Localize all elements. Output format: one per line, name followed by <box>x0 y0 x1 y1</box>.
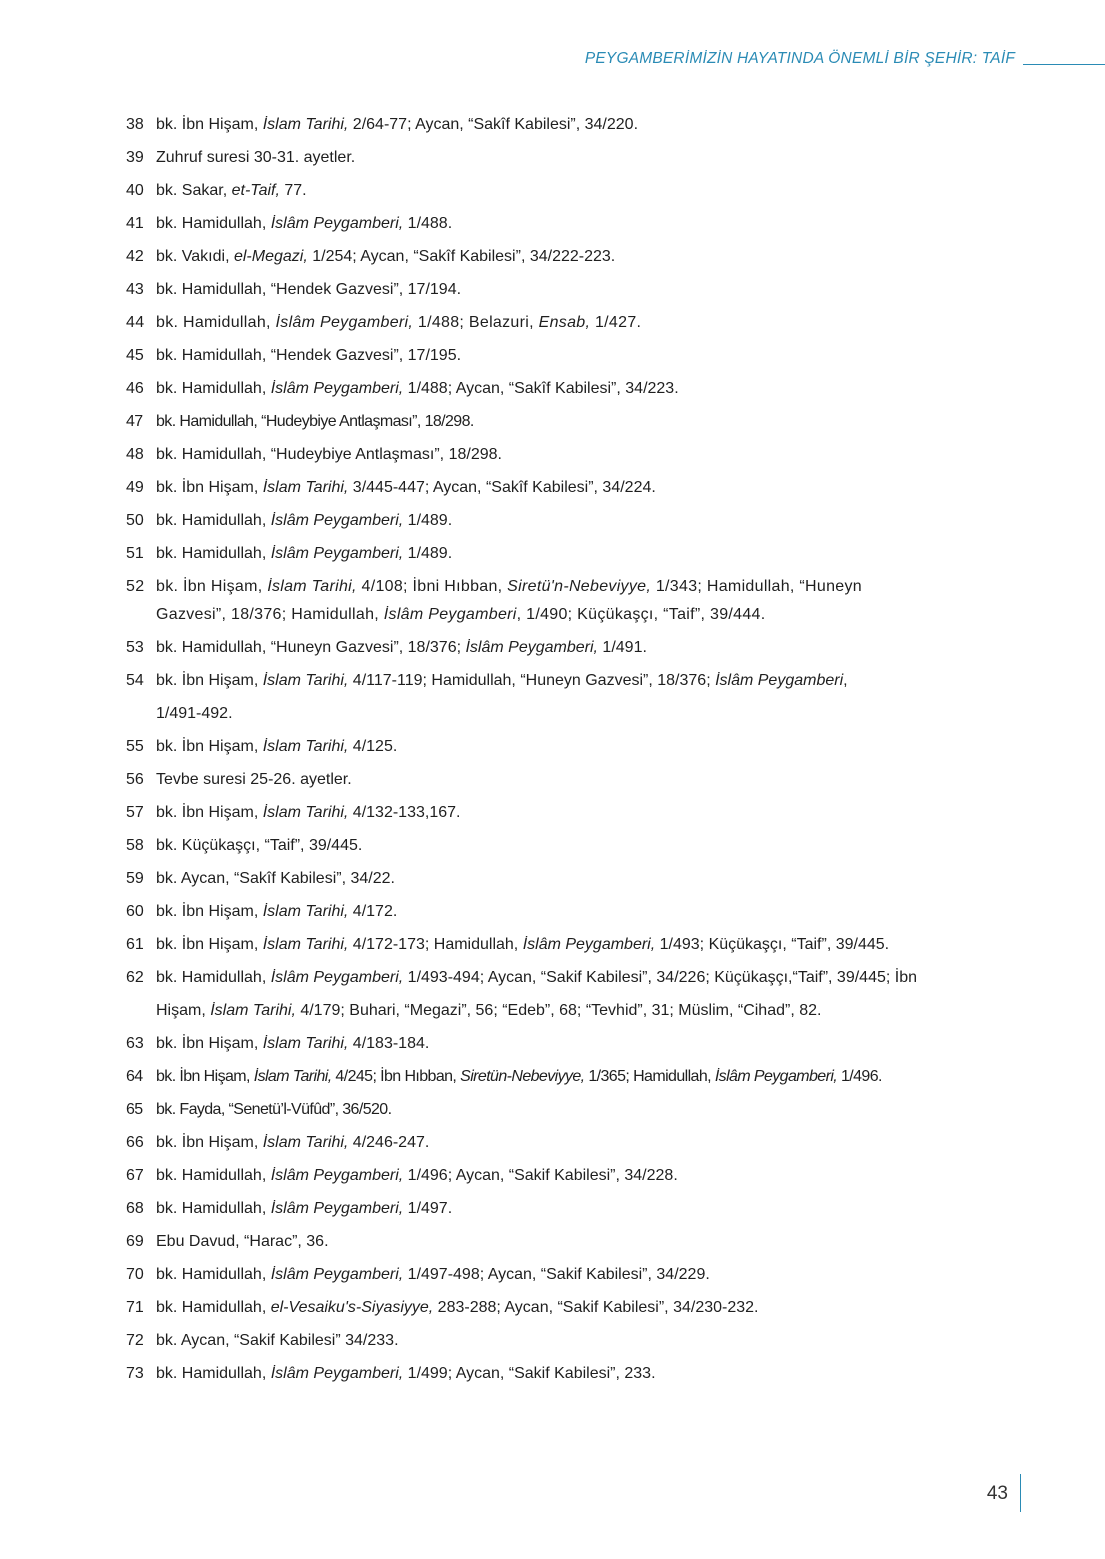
endnote-text <box>156 1027 1026 1060</box>
citation-text: 77. <box>279 182 307 199</box>
work-title: Siretün-Nebeviyye, <box>460 1068 585 1085</box>
citation-text: bk. Hamidullah, <box>156 512 271 529</box>
work-title: İslâm Peygamberi, <box>465 639 598 656</box>
work-title: İslâm Peygamberi, <box>270 969 404 986</box>
footer-rule <box>1020 1474 1021 1512</box>
endnote-text <box>156 1324 1026 1357</box>
citation-text: bk. İbn Hişam, <box>156 1035 263 1052</box>
citation-text: 1/488; Belazuri, <box>413 314 539 331</box>
endnote <box>126 339 1026 372</box>
page-footer <box>987 1474 1021 1512</box>
work-title: Siretü'n-Nebeviyye, <box>507 578 652 595</box>
endnote-text <box>156 438 1026 471</box>
citation-text: bk. Hamidullah, “Hudeybiye Antlaşması”, 18/298. <box>156 446 502 463</box>
citation-text: bk. Hamidullah, <box>156 545 271 562</box>
work-title: Ensab, <box>538 314 591 331</box>
endnote-number: 39 <box>126 149 144 166</box>
citation-text: bk. Hamidullah, <box>156 314 276 331</box>
endnote-text <box>156 763 1026 796</box>
work-title: İslâm Peygamberi, <box>275 314 414 331</box>
citation-text: 1/365; Hamidullah, <box>584 1068 715 1085</box>
endnote-number: 67 <box>126 1167 144 1184</box>
endnote-text <box>156 141 1026 174</box>
endnote-number: 42 <box>126 248 144 265</box>
citation-text: , <box>843 672 848 689</box>
citation-text: bk. İbn Hişam, <box>156 1134 263 1151</box>
endnote-number: 68 <box>126 1200 144 1217</box>
citation-text: bk. İbn Hişam, <box>156 804 263 821</box>
endnote-text <box>156 994 1026 1027</box>
citation-text: 1/493; Küçükaşçı, “Taif”, 39/445. <box>655 936 890 953</box>
endnote-text <box>156 631 1026 664</box>
endnote <box>126 829 1026 862</box>
work-title: İslâm Peygamberi, <box>270 215 404 232</box>
endnote-text <box>156 1093 1026 1126</box>
endnote-number: 53 <box>126 639 144 656</box>
endnote-number: 54 <box>126 672 144 689</box>
endnote <box>126 1225 1026 1258</box>
endnote-number: 45 <box>126 347 144 364</box>
citation-text: 283-288; Aycan, “Sakif Kabilesi”, 34/230-232. <box>433 1299 759 1316</box>
citation-text: Gazvesi”, 18/376; Hamidullah, <box>156 606 384 623</box>
running-header <box>585 44 1105 68</box>
citation-text: 3/445-447; Aycan, “Sakîf Kabilesi”, 34/224. <box>348 479 656 496</box>
endnote-text <box>156 862 1026 895</box>
endnote <box>126 1159 1026 1192</box>
citation-text: 2/64-77; Aycan, “Sakîf Kabilesi”, 34/220. <box>348 116 639 133</box>
endnote-text <box>156 174 1026 207</box>
citation-text: 4/125. <box>348 738 398 755</box>
work-title: İslâm Peygamberi <box>383 606 517 623</box>
endnote <box>126 1093 1026 1126</box>
citation-text: bk. Sakar, <box>156 182 232 199</box>
endnote-text <box>156 1258 1026 1291</box>
endnote-number: 55 <box>126 738 144 755</box>
page-number: 43 <box>986 1483 1008 1504</box>
endnote <box>126 1357 1026 1390</box>
work-title: İslâm Peygamberi <box>715 672 844 689</box>
endnote <box>126 961 1026 994</box>
citation-text: 1/493-494; Aycan, “Sakif Kabilesi”, 34/226; Küçükaşçı,“Taif”, 39/445; İbn <box>403 969 917 986</box>
citation-text: 1/499; Aycan, “Sakif Kabilesi”, 233. <box>403 1365 656 1382</box>
work-title: İslam Tarihi, <box>262 672 349 689</box>
work-title: et-Taif, <box>231 182 280 199</box>
endnote-text <box>156 306 1026 339</box>
citation-text: 1/497. <box>403 1200 453 1217</box>
endnote <box>126 575 1026 598</box>
endnote-number: 70 <box>126 1266 144 1283</box>
endnote <box>126 862 1026 895</box>
citation-text: bk. Hamidullah, <box>156 1200 271 1217</box>
citation-text: 1/491. <box>597 639 647 656</box>
endnote <box>126 537 1026 570</box>
endnote <box>126 174 1026 207</box>
endnote-text <box>156 537 1026 570</box>
work-title: İslâm Peygamberi, <box>714 1068 838 1085</box>
endnote-text <box>156 961 1026 994</box>
endnote-number <box>126 603 156 626</box>
endnote <box>126 108 1026 141</box>
endnote-text <box>156 405 1026 438</box>
endnote <box>126 796 1026 829</box>
citation-text: 1/491-492. <box>156 705 233 722</box>
citation-text: 1/489. <box>403 545 453 562</box>
endnote <box>126 1060 1026 1093</box>
endnote-text <box>156 796 1026 829</box>
work-title: İslâm Peygamberi, <box>270 1365 404 1382</box>
endnote-number: 56 <box>126 771 144 788</box>
citation-text: bk. Hamidullah, <box>156 1365 271 1382</box>
citation-text: bk. Hamidullah, <box>156 380 271 397</box>
endnote <box>126 1324 1026 1357</box>
endnote-text <box>156 1357 1026 1390</box>
citation-text: 1/427. <box>590 314 642 331</box>
citation-text: bk. İbn Hişam, <box>156 479 263 496</box>
endnote <box>126 730 1026 763</box>
endnote-text <box>156 1192 1026 1225</box>
endnote-number: 71 <box>126 1299 144 1316</box>
citation-text: bk. İbn Hişam, <box>156 738 263 755</box>
citation-text: 1/488. <box>403 215 453 232</box>
header-rule <box>1023 64 1105 65</box>
work-title: İslam Tarihi, <box>262 738 349 755</box>
endnote <box>126 1258 1026 1291</box>
endnote-number: 46 <box>126 380 144 397</box>
endnote-text <box>156 1126 1026 1159</box>
work-title: İslam Tarihi, <box>262 1134 349 1151</box>
citation-text: bk. Aycan, “Sakîf Kabilesi”, 34/22. <box>156 870 395 887</box>
citation-text: bk. Hamidullah, <box>156 1299 271 1316</box>
endnote-number: 44 <box>126 314 145 331</box>
endnote-text <box>156 108 1026 141</box>
citation-text: bk. Vakıdi, <box>156 248 234 265</box>
citation-text: bk. Hamidullah, “Hendek Gazvesi”, 17/195. <box>156 347 462 364</box>
citation-text: bk. Hamidullah, “Huneyn Gazvesi”, 18/376; <box>156 639 466 656</box>
work-title: İslam Tarihi, <box>210 1002 296 1019</box>
endnote-text <box>156 697 1026 730</box>
endnote-number: 61 <box>126 936 144 953</box>
endnote <box>126 405 1026 438</box>
endnote <box>126 994 1026 1027</box>
endnote <box>126 1291 1026 1324</box>
endnote-text <box>156 730 1026 763</box>
endnote <box>126 504 1026 537</box>
citation-text: 1/254; Aycan, “Sakîf Kabilesi”, 34/222-223. <box>307 248 616 265</box>
endnote-text <box>156 829 1026 862</box>
endnote-text <box>156 273 1026 306</box>
citation-text: bk. Hamidullah, <box>156 1266 271 1283</box>
citation-text: bk. İbn Hişam, <box>156 578 268 595</box>
citation-text: bk. Hamidullah, <box>156 969 271 986</box>
endnote-number <box>126 697 156 730</box>
endnote-number: 48 <box>126 446 144 463</box>
endnote-text <box>156 372 1026 405</box>
endnote-number: 73 <box>126 1365 144 1382</box>
endnote-number: 43 <box>126 281 144 298</box>
citation-text: bk. İbn Hişam, <box>156 1068 254 1085</box>
work-title: İslam Tarihi, <box>262 804 349 821</box>
endnote <box>126 207 1026 240</box>
endnote-text <box>156 1159 1026 1192</box>
work-title: İslâm Peygamberi, <box>270 1167 404 1184</box>
header-title: PEYGAMBERİMİZİN HAYATINDA ÖNEMLİ BİR ŞEHİR: TAİF <box>584 50 1015 67</box>
endnote-number: 47 <box>126 413 143 430</box>
work-title: İslâm Peygamberi, <box>270 380 404 397</box>
endnote-number: 57 <box>126 804 144 821</box>
endnote-text <box>156 895 1026 928</box>
citation-text: 4/172. <box>348 903 398 920</box>
endnote <box>126 697 1026 730</box>
citation-text: 4/246-247. <box>348 1134 430 1151</box>
endnote-number <box>126 994 156 1027</box>
endnote-text <box>156 504 1026 537</box>
endnotes-list <box>126 108 1026 1390</box>
citation-text: bk. Hamidullah, “Hudeybiye Antlaşması”, 18/298. <box>156 413 474 430</box>
endnote-text <box>156 575 1026 598</box>
endnote <box>126 471 1026 504</box>
citation-text: 4/172-173; Hamidullah, <box>348 936 523 953</box>
citation-text: 4/245; İbn Hıbban, <box>331 1068 461 1085</box>
endnote-number: 60 <box>126 903 144 920</box>
endnote-text <box>156 603 1026 626</box>
citation-text: Zuhruf suresi 30-31. ayetler. <box>156 149 356 166</box>
citation-text: 4/108; İbni Hıbban, <box>356 578 508 595</box>
citation-text: bk. Fayda, “Senetü’l-Vüfûd”, 36/520. <box>156 1101 392 1118</box>
endnote-number: 64 <box>126 1068 143 1085</box>
citation-text: 1/489. <box>403 512 453 529</box>
endnote-text <box>156 240 1026 273</box>
citation-text: bk. Küçükaşçı, “Taif”, 39/445. <box>156 837 363 854</box>
endnote-number: 41 <box>126 215 144 232</box>
work-title: el-Vesaiku's-Siyasiyye, <box>270 1299 434 1316</box>
endnote-number: 63 <box>126 1035 144 1052</box>
endnote-number: 49 <box>126 479 144 496</box>
endnote-number: 72 <box>126 1332 144 1349</box>
work-title: İslâm Peygamberi, <box>270 545 404 562</box>
endnote <box>126 240 1026 273</box>
citation-text: 1/497-498; Aycan, “Sakif Kabilesi”, 34/229. <box>403 1266 710 1283</box>
citation-text: 1/496. <box>837 1068 882 1085</box>
endnote <box>126 763 1026 796</box>
citation-text: 1/343; Hamidullah, “Huneyn <box>651 578 862 595</box>
work-title: İslam Tarihi, <box>262 903 349 920</box>
endnote <box>126 664 1026 697</box>
endnote <box>126 1192 1026 1225</box>
endnote-text <box>156 471 1026 504</box>
endnote <box>126 1126 1026 1159</box>
work-title: el-Megazi, <box>233 248 308 265</box>
endnote-number: 65 <box>126 1101 143 1118</box>
endnote <box>126 1027 1026 1060</box>
endnote-number: 40 <box>126 182 144 199</box>
work-title: İslâm Peygamberi, <box>270 1266 404 1283</box>
endnote-number: 38 <box>126 116 144 133</box>
endnote-number: 51 <box>126 545 144 562</box>
endnote-number: 50 <box>126 512 144 529</box>
citation-text: bk. İbn Hişam, <box>156 903 263 920</box>
endnote-number: 59 <box>126 870 144 887</box>
citation-text: Tevbe suresi 25-26. ayetler. <box>156 771 352 788</box>
endnote-number: 52 <box>126 578 145 595</box>
endnote-text <box>156 1225 1026 1258</box>
citation-text: bk. Hamidullah, <box>156 1167 271 1184</box>
work-title: İslâm Peygamberi, <box>270 512 404 529</box>
work-title: İslam Tarihi, <box>262 1035 349 1052</box>
endnote-text <box>156 1291 1026 1324</box>
citation-text: Hişam, <box>156 1002 211 1019</box>
endnote <box>126 631 1026 664</box>
endnote <box>126 273 1026 306</box>
citation-text: bk. Aycan, “Sakif Kabilesi” 34/233. <box>156 1332 399 1349</box>
endnote <box>126 141 1026 174</box>
endnote-text <box>156 928 1026 961</box>
endnote <box>126 603 1026 626</box>
work-title: İslam Tarihi, <box>267 578 357 595</box>
citation-text: bk. İbn Hişam, <box>156 936 263 953</box>
citation-text: , 1/490; Küçükaşçı, “Taif”, 39/444. <box>516 606 766 623</box>
work-title: İslâm Peygamberi, <box>270 1200 404 1217</box>
citation-text: 4/132-133,167. <box>348 804 461 821</box>
endnote <box>126 306 1026 339</box>
endnote <box>126 372 1026 405</box>
endnote <box>126 928 1026 961</box>
citation-text: bk. İbn Hişam, <box>156 116 263 133</box>
citation-text: 4/179; Buhari, “Megazi”, 56; “Edeb”, 68; “Tevhid”, 31; Müslim, “Cihad”, 82. <box>295 1002 822 1019</box>
citation-text: 4/117-119; Hamidullah, “Huneyn Gazvesi”, 18/376; <box>348 672 716 689</box>
citation-text: bk. İbn Hişam, <box>156 672 263 689</box>
work-title: İslam Tarihi, <box>262 116 349 133</box>
citation-text: bk. Hamidullah, “Hendek Gazvesi”, 17/194. <box>156 281 462 298</box>
endnote-number: 66 <box>126 1134 144 1151</box>
work-title: İslam Tarihi, <box>262 936 349 953</box>
endnote-number: 58 <box>126 837 144 854</box>
endnote <box>126 438 1026 471</box>
endnote-text <box>156 664 1026 697</box>
citation-text: 1/496; Aycan, “Sakif Kabilesi”, 34/228. <box>403 1167 678 1184</box>
citation-text: Ebu Davud, “Harac”, 36. <box>156 1233 329 1250</box>
endnote-text <box>156 207 1026 240</box>
endnote <box>126 895 1026 928</box>
citation-text: bk. Hamidullah, <box>156 215 271 232</box>
endnote-text <box>156 339 1026 372</box>
endnote-number: 69 <box>126 1233 144 1250</box>
endnote-number: 62 <box>126 969 144 986</box>
work-title: İslâm Peygamberi, <box>522 936 656 953</box>
endnote-text <box>156 1060 1026 1093</box>
citation-text: 4/183-184. <box>348 1035 430 1052</box>
citation-text: 1/488; Aycan, “Sakîf Kabilesi”, 34/223. <box>403 380 679 397</box>
work-title: İslam Tarihi, <box>253 1068 332 1085</box>
work-title: İslam Tarihi, <box>262 479 349 496</box>
